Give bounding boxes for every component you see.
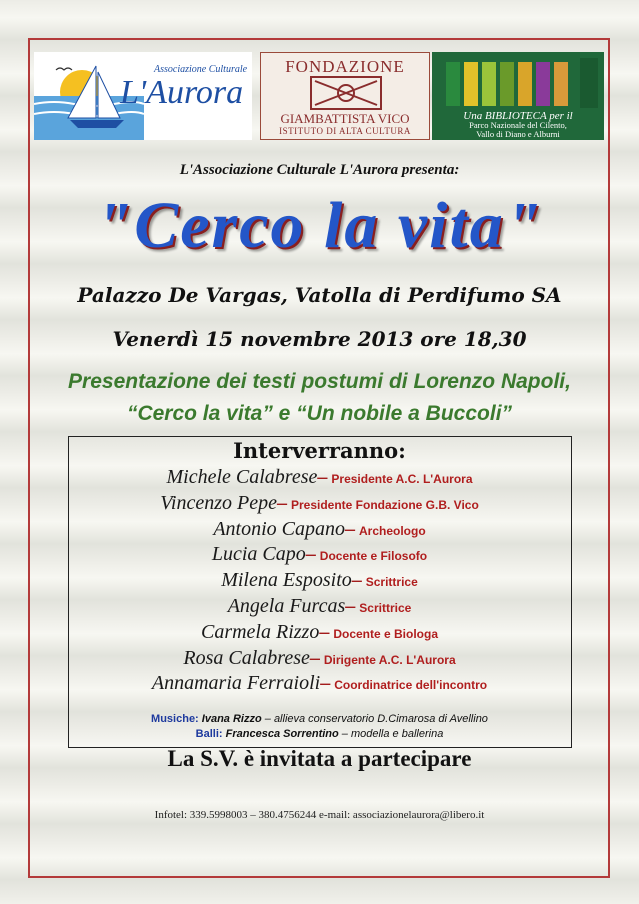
invitation-line: La S.V. è invitata a partecipare [167,746,472,771]
event-title: "Cerco la vita" [95,189,544,262]
speaker-name: Antonio Capano [213,517,345,540]
speaker-role: Dirigente A.C. L'Aurora [323,652,456,667]
speaker-item [0,647,639,673]
speakers-heading: Interverranno: [233,438,406,463]
speaker-item [0,492,639,518]
aurora-logo [34,52,252,140]
music-credit [0,713,639,725]
biblioteca-logo [432,52,604,140]
biblioteca-title: Una BIBLIOTECA per il [463,110,573,122]
speaker-item [0,672,639,698]
dance-description: – modella e ballerina [341,728,444,740]
music-description: – allieva conservatorio D.Cimarosa di Avellino [264,713,488,725]
vico-name: GIAMBATTISTA VICO [280,111,410,126]
speaker-name: Vincenzo Pepe [160,491,277,514]
biblioteca-subtitle [434,121,602,139]
presentation-line-2: “Cerco la vita” e “Un nobile a Buccoli” [126,402,513,425]
speaker-name: Angela Furcas [227,594,346,617]
dance-credit [0,728,639,740]
speaker-item [0,595,639,621]
speaker-item [0,518,639,544]
biblioteca-line2: Parco Nazionale del Cilento, [469,120,567,130]
event-location: Palazzo De Vargas, Vatolla di Perdifumo SA [77,283,562,307]
speaker-name: Milena Esposito [221,569,352,592]
presenter-line: L'Associazione Culturale L'Aurora presenta: [179,162,460,178]
speaker-list [0,466,639,698]
speaker-role: Docente e Filosofo [319,549,428,564]
speaker-dash: – [276,491,287,514]
speaker-role: Presidente Fondazione G.B. Vico [290,497,479,512]
speaker-role: Coordinatrice dell'incontro [334,678,488,693]
speaker-name: Carmela Rizzo [200,620,320,643]
presentation-line-1: Presentazione dei testi postumi di Lorenzo Napoli, [68,370,571,393]
speaker-role: Docente e Biologa [333,626,439,641]
logo-strip [34,52,606,142]
speaker-item [0,569,639,595]
speaker-name: Rosa Calabrese [183,646,310,669]
vico-emblem-icon [261,73,430,113]
contact-info: Infotel: 339.5998003 – 380.4756244 e-mail: associazionelaurora@libero.it [154,809,485,821]
vico-subtitle: ISTITUTO DI ALTA CULTURA [279,126,411,136]
event-date: Venerdì 15 novembre 2013 ore 18,30 [112,327,527,351]
speaker-dash: – [305,543,316,566]
speaker-item [0,621,639,647]
speaker-dash: – [345,517,355,540]
speaker-item [0,543,639,569]
dance-performer: Francesca Sorrentino [225,728,339,740]
aurora-subtitle: Associazione Culturale [154,64,248,75]
books-icon [432,54,604,110]
music-performer: Ivana Rizzo [201,713,262,725]
speaker-item [0,466,639,492]
speaker-name: Lucia Capo [211,543,306,566]
aurora-name: L'Aurora [120,74,244,111]
speaker-dash: – [319,620,330,643]
music-label: Musiche: [151,713,199,725]
speaker-role: Presidente A.C. L'Aurora [331,472,473,486]
biblioteca-line3: Vallo di Diano e Alburni [476,129,560,139]
speaker-name: Annamaria Ferraioli [151,672,321,695]
dance-label: Balli: [195,728,223,740]
speaker-dash: – [309,646,320,669]
vico-fondazione: FONDAZIONE [285,57,405,76]
speaker-role: Scrittrice [365,575,418,590]
speaker-role: Scrittrice [359,600,412,615]
speaker-role: Archeologo [359,523,426,538]
vico-logo [260,52,430,140]
speaker-dash: – [320,672,331,695]
speaker-dash: – [317,466,328,488]
speaker-name: Michele Calabrese [166,466,318,488]
speaker-dash: – [351,569,362,592]
speaker-dash: – [345,594,356,617]
